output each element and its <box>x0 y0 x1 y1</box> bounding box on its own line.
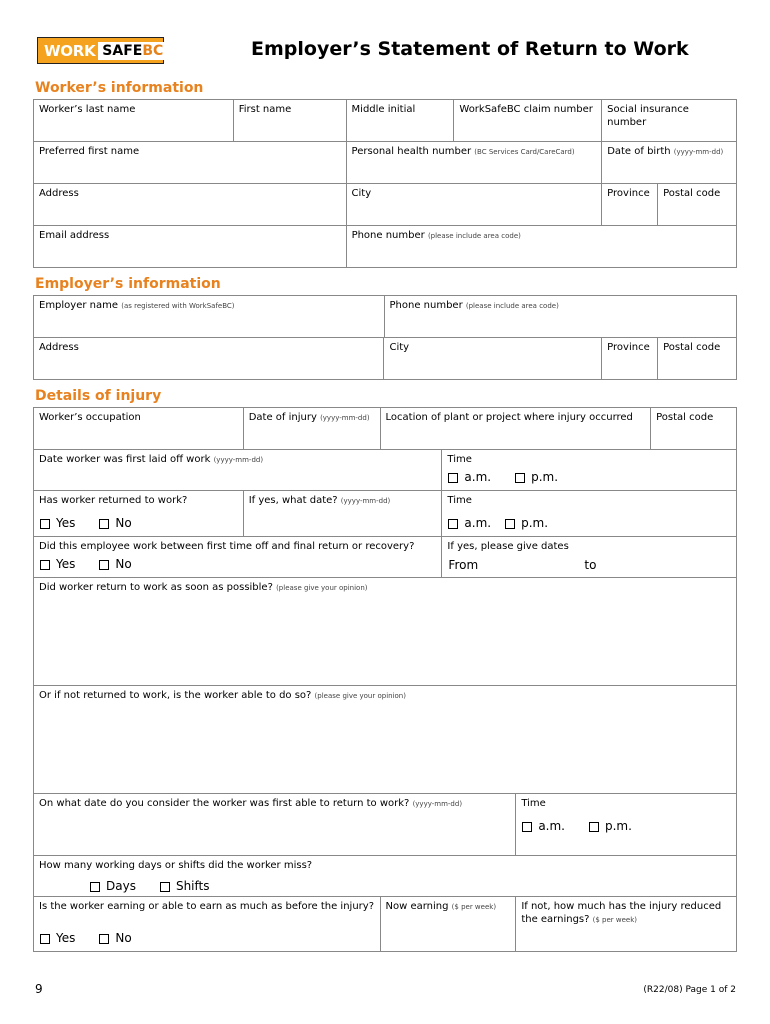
label: Employer name <box>39 300 119 311</box>
label: Address <box>39 342 79 353</box>
label: p.m. <box>531 470 559 484</box>
label: Location of plant or project where injury occurred <box>385 412 633 423</box>
note: (please include area code) <box>427 232 521 240</box>
label: Date worker was first laid off work <box>39 454 211 465</box>
label: Postal code <box>663 188 721 199</box>
employer-phone-field[interactable] <box>385 296 738 338</box>
first-able-pm-checkbox[interactable] <box>589 820 632 833</box>
note: (yyyy-mm-dd) <box>213 456 264 464</box>
earning-yes-checkbox[interactable] <box>40 932 75 945</box>
checkbox-icon <box>40 519 50 529</box>
worksafebc-logo <box>37 37 164 64</box>
earning-question-field <box>34 897 381 952</box>
employer-name-field[interactable] <box>34 296 385 338</box>
worker-postal-code-field[interactable] <box>658 184 737 226</box>
label: First name <box>238 104 292 115</box>
label: Days <box>106 879 136 893</box>
injury-postal-code-field[interactable] <box>651 408 737 450</box>
return-date-field[interactable] <box>244 491 443 537</box>
worker-first-name-field[interactable] <box>234 100 347 142</box>
injury-details-table <box>33 407 737 952</box>
logo-work-text: WORK <box>44 41 96 60</box>
returned-yes-checkbox[interactable] <box>40 517 75 530</box>
checkbox-icon <box>99 934 109 944</box>
section-injury-heading: Details of injury <box>35 388 162 404</box>
label: a.m. <box>538 819 565 833</box>
label: Did this employee work between first time off and final return or recovery? <box>39 541 415 552</box>
first-able-time-field <box>516 794 737 856</box>
label: Worker’s last name <box>39 104 136 115</box>
from-label: From <box>448 558 479 572</box>
label: WorkSafeBC claim number <box>459 104 593 115</box>
employer-province-field[interactable] <box>602 338 658 380</box>
worker-phn-field[interactable] <box>347 142 603 184</box>
laid-off-pm-checkbox[interactable] <box>515 471 558 484</box>
label: No <box>115 516 132 530</box>
worker-middle-initial-field[interactable] <box>347 100 455 142</box>
label: Phone number <box>351 230 425 241</box>
footer-page-info: (R22/08) Page 1 of 2 <box>643 985 736 995</box>
return-time-field <box>442 491 737 537</box>
worker-sin-field[interactable] <box>602 100 737 142</box>
laid-off-time-field <box>442 450 737 491</box>
return-am-checkbox[interactable] <box>448 517 491 530</box>
note: (please give your opinion) <box>314 692 406 700</box>
label: Postal code <box>656 412 714 423</box>
laid-off-ampm-choices <box>448 471 582 484</box>
worker-city-field[interactable] <box>347 184 603 226</box>
label: Email address <box>39 230 110 241</box>
earning-choices <box>40 932 156 945</box>
returned-no-checkbox[interactable] <box>99 517 131 530</box>
label: Did worker return to work as soon as possible? <box>39 582 273 593</box>
occupation-field[interactable] <box>34 408 244 450</box>
days-checkbox[interactable] <box>90 880 136 893</box>
checkbox-icon <box>522 822 532 832</box>
label: Is the worker earning or able to earn as much as before the injury? <box>39 901 374 912</box>
label: Time <box>521 798 546 809</box>
days-shifts-choices <box>90 880 233 893</box>
earning-no-checkbox[interactable] <box>99 932 131 945</box>
label: Yes <box>56 557 76 571</box>
returned-to-work-field <box>34 491 244 537</box>
note: ($ per week) <box>592 916 638 924</box>
checkbox-icon <box>90 882 100 892</box>
note: (please include area code) <box>465 302 559 310</box>
worked-between-yes-checkbox[interactable] <box>40 558 75 571</box>
label: How many working days or shifts did the worker miss? <box>39 860 313 871</box>
label: a.m. <box>464 516 492 530</box>
label: Time <box>447 495 472 506</box>
footer-form-number: 9 <box>35 982 43 996</box>
document-title: Employer’s Statement of Return to Work <box>251 38 689 60</box>
label: Province <box>607 188 650 199</box>
label: Province <box>607 342 650 353</box>
worker-email-field[interactable] <box>34 226 347 268</box>
label: Time <box>447 454 472 465</box>
employer-address-field[interactable] <box>34 338 384 380</box>
employer-postal-code-field[interactable] <box>658 338 737 380</box>
first-able-date-field[interactable] <box>34 794 516 856</box>
employer-info-table <box>33 295 737 380</box>
label: If yes, please give dates <box>447 541 569 552</box>
worker-last-name-field[interactable] <box>34 100 234 142</box>
date-of-injury-field[interactable] <box>244 408 381 450</box>
label: Phone number <box>389 300 463 311</box>
checkbox-icon <box>40 560 50 570</box>
label: City <box>351 188 372 199</box>
returned-choices <box>40 517 156 530</box>
worker-phone-field[interactable] <box>347 226 737 268</box>
section-worker-heading: Worker’s information <box>35 80 204 96</box>
worked-between-choices <box>40 558 156 571</box>
first-able-ampm-choices <box>522 820 656 833</box>
label: Preferred first name <box>39 146 140 157</box>
to-label: to <box>584 558 597 572</box>
days-missed-field <box>34 856 737 897</box>
label: Shifts <box>175 879 210 893</box>
label: On what date do you consider the worker was first able to return to work? <box>39 798 410 809</box>
note: (as registered with WorkSafeBC) <box>121 302 235 310</box>
checkbox-icon <box>448 473 458 483</box>
label: Date of injury <box>248 412 317 423</box>
label: Yes <box>56 516 76 530</box>
label: If yes, what date? <box>248 495 338 506</box>
note: (yyyy-mm-dd) <box>673 148 724 156</box>
label: If not, how much has the injury reduced the earnings? <box>521 901 722 925</box>
note: (yyyy-mm-dd) <box>340 497 391 505</box>
employer-city-field[interactable] <box>384 338 602 380</box>
label: Yes <box>56 931 76 945</box>
worker-dob-field[interactable] <box>602 142 737 184</box>
worker-preferred-name-field[interactable] <box>34 142 347 184</box>
label: City <box>389 342 410 353</box>
worked-between-dates-field[interactable] <box>442 537 737 578</box>
worker-claim-number-field[interactable] <box>454 100 602 142</box>
label: Or if not returned to work, is the worker able to do so? <box>39 690 312 701</box>
worker-info-table <box>33 99 737 268</box>
note: ($ per week) <box>451 903 497 911</box>
worked-between-no-checkbox[interactable] <box>99 558 131 571</box>
note: (yyyy-mm-dd) <box>412 800 463 808</box>
able-to-return-opinion-field[interactable] <box>34 686 737 794</box>
label: Now earning <box>385 901 449 912</box>
checkbox-icon <box>589 822 599 832</box>
logo-safebc-text <box>98 42 167 60</box>
label: Has worker returned to work? <box>39 495 188 506</box>
laid-off-am-checkbox[interactable] <box>448 471 491 484</box>
label: No <box>115 931 132 945</box>
checkbox-icon <box>448 519 458 529</box>
checkbox-icon <box>99 560 109 570</box>
asap-opinion-field[interactable] <box>34 578 737 686</box>
logo-bc-text: BC <box>142 42 164 59</box>
label: p.m. <box>521 516 549 530</box>
label: Postal code <box>663 342 721 353</box>
worked-between-field <box>34 537 442 578</box>
return-pm-checkbox[interactable] <box>505 517 548 530</box>
earnings-reduced-field[interactable] <box>516 897 737 952</box>
logo-safe-text: SAFE <box>102 42 143 59</box>
label: Personal health number <box>351 146 472 157</box>
label: Date of birth <box>607 146 671 157</box>
label: No <box>115 557 132 571</box>
label: Address <box>39 188 79 199</box>
label: Middle initial <box>351 104 416 115</box>
worker-province-field[interactable] <box>602 184 658 226</box>
now-earning-field[interactable] <box>381 897 517 952</box>
checkbox-icon <box>99 519 109 529</box>
label: Worker’s occupation <box>39 412 141 423</box>
note: (please give your opinion) <box>276 584 368 592</box>
checkbox-icon <box>505 519 515 529</box>
checkbox-icon <box>515 473 525 483</box>
shifts-checkbox[interactable] <box>160 880 210 893</box>
label: p.m. <box>604 819 632 833</box>
first-laid-off-date-field[interactable] <box>34 450 442 491</box>
note: (BC Services Card/CareCard) <box>474 148 575 156</box>
label: Social insurance number <box>607 104 689 128</box>
injury-location-field[interactable] <box>381 408 652 450</box>
label: a.m. <box>464 470 492 484</box>
first-able-am-checkbox[interactable] <box>522 820 565 833</box>
checkbox-icon <box>160 882 170 892</box>
checkbox-icon <box>40 934 50 944</box>
note: (yyyy-mm-dd) <box>320 414 370 422</box>
worker-address-field[interactable] <box>34 184 347 226</box>
return-ampm-choices <box>448 517 572 530</box>
section-employer-heading: Employer’s information <box>35 276 221 292</box>
